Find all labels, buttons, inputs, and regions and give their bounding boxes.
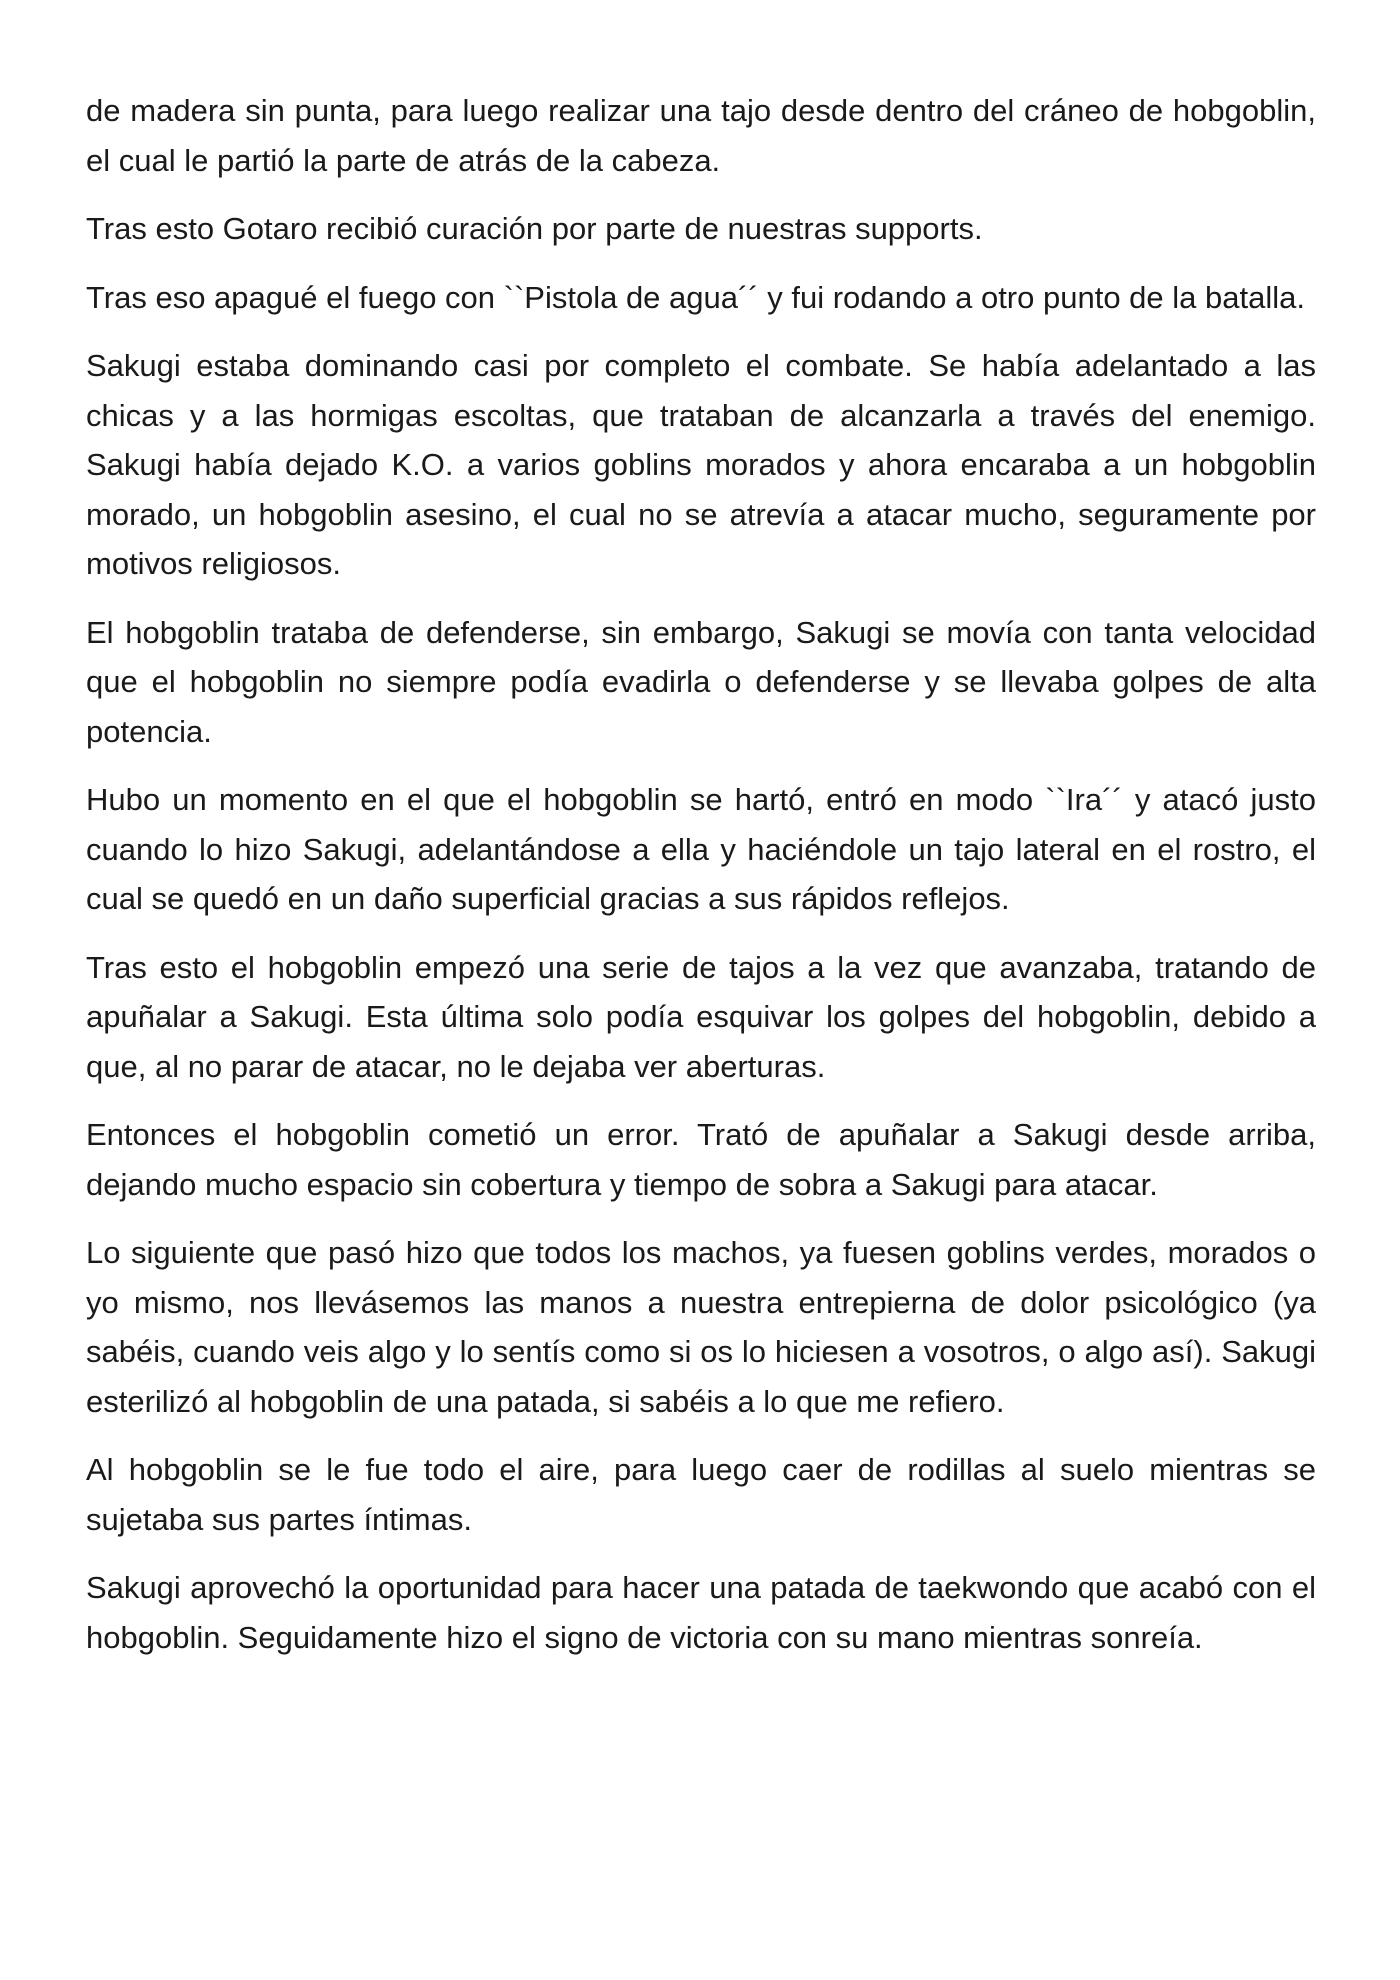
paragraph-8: Entonces el hobgoblin cometió un error. Trató de apuñalar a Sakugi desde arriba, dejando mucho espacio sin cobertura y tiempo de sobra a Sakugi para atacar. (86, 1117, 1316, 1202)
paragraph-2: Tras esto Gotaro recibió curación por parte de nuestras supports. (86, 211, 983, 246)
paragraph-3: Tras eso apagué el fuego con ``Pistola de agua´´ y fui rodando a otro punto de la batalla. (86, 279, 1305, 315)
paragraph-10: Al hobgoblin se le fue todo el aire, para luego caer de rodillas al suelo mientras se sujetaba sus partes íntimas. (86, 1452, 1316, 1537)
paragraph-1: de madera sin punta, para luego realizar una tajo desde dentro del cráneo de hobgoblin, el cual le partió la parte de atrás de la cabeza. (86, 93, 1316, 178)
paragraph-6: Hubo un momento en el que el hobgoblin se hartó, entró en modo ``Ira´´ y atacó justo cuando lo hizo Sakugi, adelantándose a ella y haciéndole un tajo lateral en el rostro, el cual se quedó en un daño superficial gracias a sus rápidos reflejos. (86, 782, 1316, 916)
paragraph-5: El hobgoblin trataba de defenderse, sin embargo, Sakugi se movía con tanta velocidad que el hobgoblin no siempre podía evadirla o defenderse y se llevaba golpes de alta potencia. (86, 614, 1316, 749)
paragraph-7: Tras esto el hobgoblin empezó una serie de tajos a la vez que avanzaba, tratando de apuñalar a Sakugi. Esta última solo podía esquivar los golpes del hobgoblin, debido a que, al no parar de atacar, no le dejaba ver aberturas. (86, 949, 1316, 1084)
paragraph-11: Sakugi aprovechó la oportunidad para hacer una patada de taekwondo que acabó con el hobgoblin. Seguidamente hizo el signo de victoria con su mano mientras sonreía. (86, 1570, 1316, 1655)
paragraph-4: Sakugi estaba dominando casi por completo el combate. Se había adelantado a las chicas y a las hormigas escoltas, que trataban de alcanzarla a través del enemigo. Sakugi había dejado K.O. a varios goblins morados y ahora encaraba a un hobgoblin morado, un hobgoblin asesino, el cual no se atrevía a atacar mucho, seguramente por motivos religiosos. (86, 348, 1316, 581)
paragraph-9: Lo siguiente que pasó hizo que todos los machos, ya fuesen goblins verdes, morados o yo mismo, nos llevásemos las manos a nuestra entrepierna de dolor psicológico (ya sabéis, cuando veis algo y lo sentís como si os lo hiciesen a vosotros, o algo así). Sakugi esterilizó al hobgoblin de una patada, si sabéis a lo que me refiero. (86, 1235, 1316, 1419)
document-page (86, 86, 1316, 1681)
